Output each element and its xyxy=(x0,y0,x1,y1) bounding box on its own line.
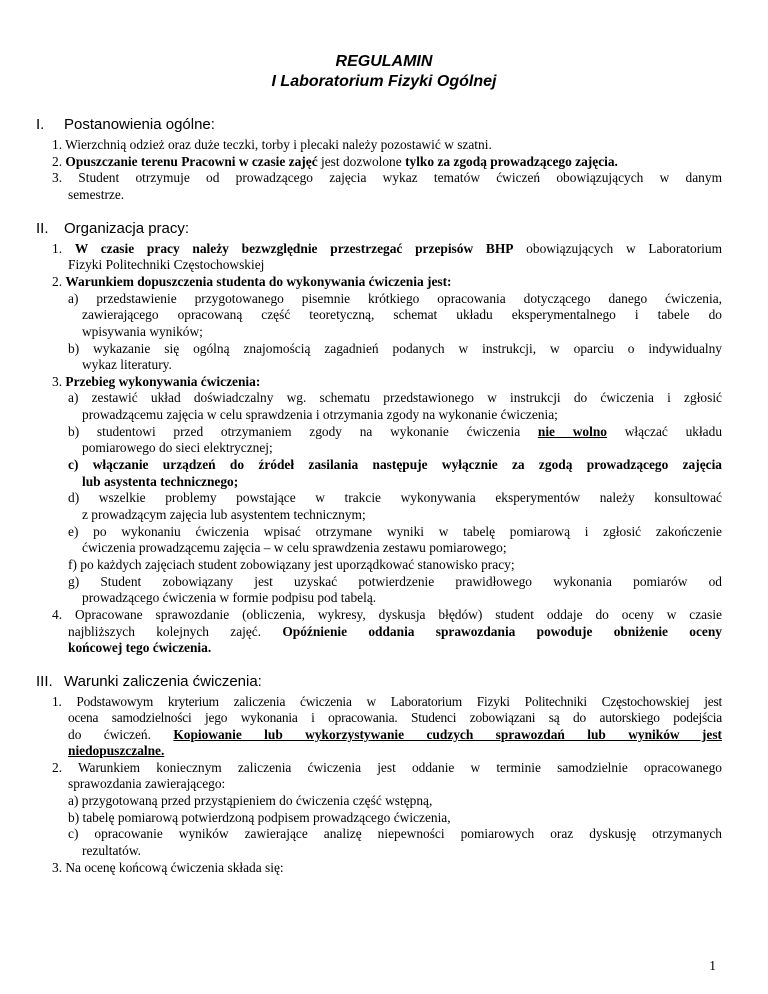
bold-text: W czasie pracy należy bezwzględnie przestrzegać przepisów BHP xyxy=(74,241,514,256)
rule-2-3e-line2: ćwiczenia prowadzącemu zajęcia – w celu sprawdzenia zestawu pomiarowego; xyxy=(82,540,507,555)
section-number: II. xyxy=(36,220,49,237)
bold-text: tylko za zgodą prowadzącego zajęcia. xyxy=(405,154,618,169)
rule-2-3a-line1: a) zestawić układ doświadczalny wg. schematu przedstawionego w instrukcji do ćwiczenia i zgłosić xyxy=(68,390,722,405)
page-number: 1 xyxy=(709,958,716,973)
bold-text: Przebieg wykonywania ćwiczenia: xyxy=(65,374,261,389)
rule-2-2a-line3: wpisywania wyników; xyxy=(82,324,203,339)
rule-3-2-line2: sprawozdania zawierającego: xyxy=(68,776,226,791)
rule-2-4-line2 xyxy=(68,624,722,640)
rule-2-3d-line1: d) wszelkie problemy powstające w trakcie wykonywania eksperymentów należy konsultować xyxy=(68,490,722,505)
section-number: I. xyxy=(36,116,45,133)
rule-2-3a-line2: prowadzącemu zajęcia w celu sprawdzenia i otrzymania zgody na wykonanie ćwiczenia; xyxy=(82,407,558,422)
rule-2-1-line2: Fizyki Politechniki Częstochowskiej xyxy=(68,257,265,272)
rule-3-2c-line1: c) opracowanie wyników zawierające analizę niepewności pomiarowych oraz dyskusję otrzymanych xyxy=(68,826,722,841)
bold-text: Opóźnienie oddania sprawozdania powoduje obniżenie oceny xyxy=(282,624,722,639)
rule-2-4-line1: 4. Opracowane sprawozdanie (obliczenia, wykresy, dyskusja błędów) student oddaje do oceny w czasie xyxy=(52,607,722,622)
item-number: 2. xyxy=(52,274,63,289)
bold-text: Opuszczanie terenu Pracowni w czasie zajęć xyxy=(65,154,318,169)
rule-3-1-line1: 1. Podstawowym kryterium zaliczenia ćwiczenia w Laboratorium Fizyki Politechniki Częstochowskiej jest xyxy=(52,694,722,709)
rule-2-3g-line1: g) Student zobowiązany jest uzyskać potwierdzenie prawidłowego wykonania pomiarów od xyxy=(68,574,722,589)
rule-2-2b-line2: wykaz literatury. xyxy=(82,357,172,372)
section-title: Warunki zaliczenia ćwiczenia: xyxy=(64,673,262,690)
item-number: 1. xyxy=(52,241,63,256)
section-title: Organizacja pracy: xyxy=(64,220,190,237)
rule-3-2a: a) przygotowaną przed przystąpieniem do ćwiczenia część wstępną, xyxy=(68,793,433,808)
rule-3-1-line4: niedopuszczalne. xyxy=(68,743,165,758)
text: do ćwiczeń. xyxy=(68,727,174,742)
rule-2-3b-line2: pomiarowego do sieci elektrycznej; xyxy=(82,440,273,455)
rule-1-2 xyxy=(52,154,618,170)
rule-2-3c-line1: c) włączanie urządzeń do źródeł zasilania następuje wyłącznie za zgodą prowadzącego zajęcia xyxy=(68,457,722,472)
text: jest dozwolone xyxy=(317,154,406,169)
rule-2-3b-line1 xyxy=(68,424,722,440)
rule-2-3g-line2: prowadzącego ćwiczenia w formie podpisu pod tabelą. xyxy=(82,590,377,605)
rule-3-2-line1: 2. Warunkiem koniecznym zaliczenia ćwiczenia jest oddanie w terminie samodzielnie opracowanego xyxy=(52,760,722,775)
rule-2-2a-line2: zawierającego opracowaną część teoretyczną, schemat układu eksperymentalnego i tabele do xyxy=(82,307,722,322)
rule-2-3 xyxy=(52,374,260,390)
section-heading-3 xyxy=(36,673,262,691)
section-heading-1 xyxy=(36,116,215,134)
rule-3-2b: b) tabelę pomiarową potwierdzoną podpisem prowadzącego ćwiczenia, xyxy=(68,810,451,825)
section-heading-2 xyxy=(36,220,189,238)
rule-2-3d-line2: z prowadzącym zajęcia lub asystentem technicznym; xyxy=(82,507,366,522)
rule-2-3c-line2: lub asystenta technicznego; xyxy=(82,474,239,489)
underlined-bold-text: Kopiowanie lub wykorzystywanie cudzych sprawozdań lub wyników jest xyxy=(173,727,723,742)
rule-1-1: 1. Wierzchnią odzież oraz duże teczki, torby i plecaki należy pozostawić w szatni. xyxy=(52,137,492,152)
text: b) studentowi przed otrzymaniem zgody na wykonanie ćwiczenia xyxy=(68,424,538,439)
text: włączać układu xyxy=(606,424,723,439)
rule-3-2c-line2: rezultatów. xyxy=(82,843,141,858)
rule-2-2 xyxy=(52,274,452,290)
text: obowiązujących w Laboratorium xyxy=(513,241,722,256)
section-title: Postanowienia ogólne: xyxy=(64,116,215,133)
rule-2-2b-line1: b) wykazanie się ogólną znajomością zagadnień podanych w instrukcji, w oparciu o indywidualny xyxy=(68,341,722,356)
item-number: 2. xyxy=(52,154,63,169)
rule-1-3-line2: semestrze. xyxy=(68,187,125,202)
item-number: 3. xyxy=(52,374,63,389)
rule-2-3f: f) po każdych zajęciach student zobowiązany jest uporządkować stanowisko pracy; xyxy=(68,557,515,572)
rule-3-1-line3 xyxy=(68,727,722,743)
rule-3-3: 3. Na ocenę końcową ćwiczenia składa się: xyxy=(52,860,284,875)
rule-2-4-line3: końcowej tego ćwiczenia. xyxy=(68,640,212,655)
underlined-bold-text: nie wolno xyxy=(537,424,607,439)
rule-2-3e-line1: e) po wykonaniu ćwiczenia wpisać otrzymane wyniki w tabelę pomiarową i zgłosić zakończenie xyxy=(68,524,722,539)
document-subtitle: I Laboratorium Fizyki Ogólnej xyxy=(271,73,497,90)
bold-text: Warunkiem dopuszczenia studenta do wykonywania ćwiczenia jest: xyxy=(65,274,452,289)
rule-2-1-line1 xyxy=(52,241,722,257)
rule-1-3-line1: 3. Student otrzymuje od prowadzącego zajęcia wykaz tematów ćwiczeń obowiązujących w danym xyxy=(52,170,722,185)
section-number: III. xyxy=(36,673,53,690)
rule-2-2a-line1: a) przedstawienie przygotowanego pisemnie krótkiego opracowania dotyczącego danego ćwiczenia, xyxy=(68,291,722,306)
document-title: REGULAMIN xyxy=(335,53,433,70)
rule-3-1-line2: ocena samodzielności jego wykonania i opracowania. Studenci zobowiązani są do autorskiego podejścia xyxy=(68,710,722,725)
text: najbliższych kolejnych zajęć. xyxy=(68,624,283,639)
